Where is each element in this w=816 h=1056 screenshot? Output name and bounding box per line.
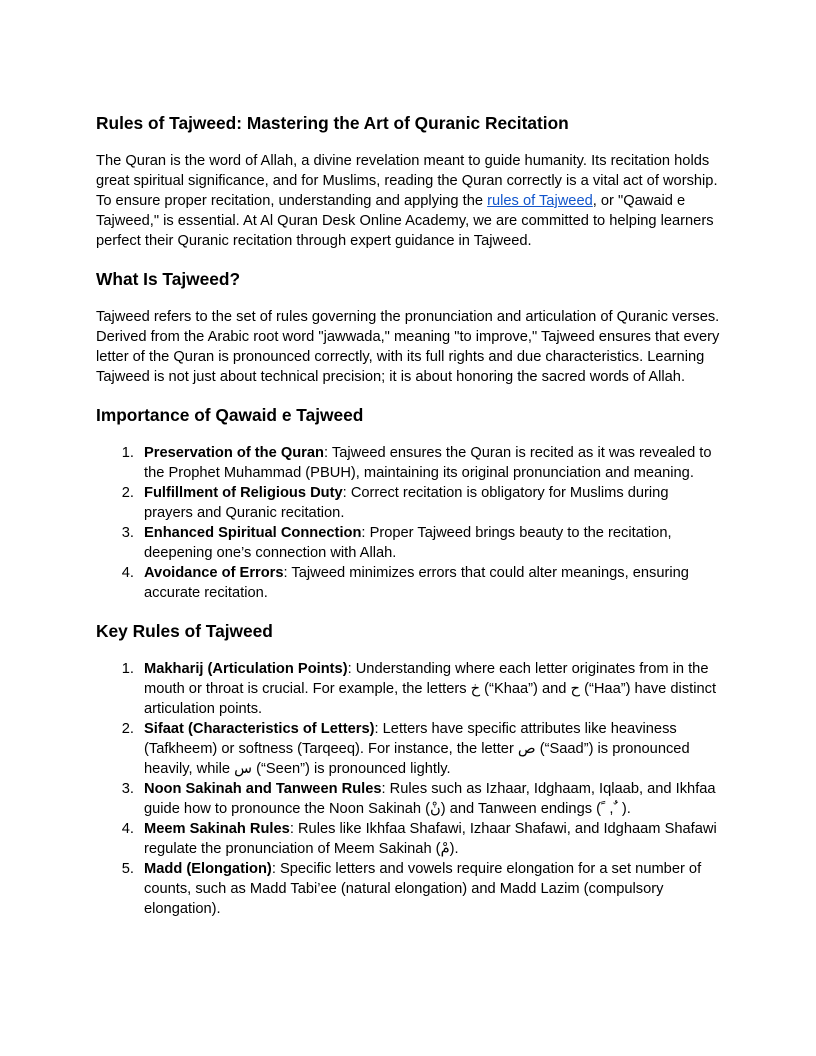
list-item-bold-lead: Madd (Elongation) bbox=[144, 861, 272, 877]
heading-importance: Importance of Qawaid e Tajweed bbox=[96, 405, 364, 425]
list-item-meem-sakinah bbox=[144, 819, 720, 859]
list-item-bold-lead: Enhanced Spiritual Connection bbox=[144, 525, 362, 541]
list-item-bold-lead: Preservation of the Quran bbox=[144, 445, 324, 461]
list-item-text: : Letters have specific attributes like heaviness (Tafkheem) or softness (Tarqeeq). For instance, the letter ص (“Saad”) is pronounced heavily, while س (“Seen”) is pronounced lightly. bbox=[144, 721, 690, 777]
list-item-text: : Tajweed ensures the Quran is recited as it was revealed to the Prophet Muhammad (PBUH), maintaining its original pronunciation and meaning. bbox=[144, 445, 712, 481]
intro-text-after-link: , or "Qawaid e Tajweed," is essential. At Al Quran Desk Online Academy, we are committed to helping learners perfect their Quranic recitation through expert guidance in Tajweed. bbox=[96, 193, 714, 249]
list-item-preservation bbox=[144, 443, 720, 483]
list-item-fulfillment bbox=[144, 483, 720, 523]
list-item-text: : Rules such as Izhaar, Idghaam, Iqlaab, and Ikhfaa guide how to pronounce the Noon Sakinah (نْ) and Tanween endings ( ً , ٌ ). bbox=[144, 781, 716, 817]
rules-of-tajweed-link[interactable]: rules of Tajweed bbox=[487, 193, 593, 209]
what-is-tajweed-paragraph: Tajweed refers to the set of rules governing the pronunciation and articulation of Quranic verses. Derived from the Arabic root word "jawwada," meaning "to improve," Tajweed ensures that every letter of the Quran is pronounced correctly, with its full rights and due characteristics. Learning Tajweed is not just about technical precision; it is about honoring the sacred words of Allah. bbox=[96, 309, 720, 385]
list-item-text: : Rules like Ikhfaa Shafawi, Izhaar Shafawi, and Idghaam Shafawi regulate the pronunciation of Meem Sakinah (مْ). bbox=[144, 821, 717, 857]
list-item-text: : Understanding where each letter originates from in the mouth or throat is crucial. For example, the letters خ (“Khaa”) and ح (“Haa”) have distinct articulation points. bbox=[144, 661, 717, 717]
list-item-bold-lead: Noon Sakinah and Tanween Rules bbox=[144, 781, 382, 797]
list-item-sifaat bbox=[144, 719, 720, 779]
list-item-text: : Proper Tajweed brings beauty to the recitation, deepening one’s connection with Allah. bbox=[144, 525, 672, 561]
list-item-bold-lead: Makharij (Articulation Points) bbox=[144, 661, 348, 677]
list-item-spiritual-connection bbox=[144, 523, 720, 563]
list-item-bold-lead: Meem Sakinah Rules bbox=[144, 821, 290, 837]
list-item-avoidance-errors bbox=[144, 563, 720, 603]
heading-key-rules: Key Rules of Tajweed bbox=[96, 621, 273, 641]
list-item-noon-sakinah bbox=[144, 779, 720, 819]
intro-text-before-link: The Quran is the word of Allah, a divine revelation meant to guide humanity. Its recitation holds great spiritual significance, and for Muslims, reading the Quran correctly is a vital act of worship. To ensure proper recitation, understanding and applying the bbox=[96, 153, 718, 209]
heading-what-is-tajweed: What Is Tajweed? bbox=[96, 269, 241, 289]
list-item-bold-lead: Avoidance of Errors bbox=[144, 565, 284, 581]
list-item-bold-lead: Sifaat (Characteristics of Letters) bbox=[144, 721, 375, 737]
intro-paragraph bbox=[96, 151, 720, 251]
key-rules-list bbox=[96, 659, 720, 919]
list-item-text: : Correct recitation is obligatory for Muslims during prayers and Quranic recitation. bbox=[144, 485, 669, 521]
importance-list bbox=[96, 443, 720, 603]
doc-title: Rules of Tajweed: Mastering the Art of Quranic Recitation bbox=[96, 113, 569, 133]
list-item-makharij bbox=[144, 659, 720, 719]
list-item-text: : Specific letters and vowels require elongation for a set number of counts, such as Madd Tabi’ee (natural elongation) and Madd Lazim (compulsory elongation). bbox=[144, 861, 702, 917]
list-item-bold-lead: Fulfillment of Religious Duty bbox=[144, 485, 343, 501]
list-item-text: : Tajweed minimizes errors that could alter meanings, ensuring accurate recitation. bbox=[144, 565, 689, 601]
list-item-madd bbox=[144, 859, 720, 919]
